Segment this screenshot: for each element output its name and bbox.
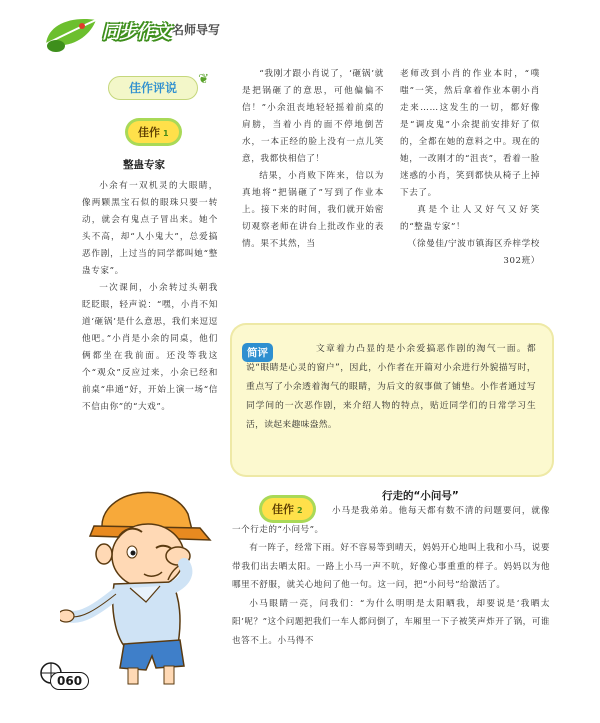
paragraph: 一次课间，小余转过头朝我眨眨眼，轻声说：“嘿，小肖不知道‘砸锅’是什么意思，我们来逗逗他吧。”小肖是小余的同桌，他们俩都坐在我前面。还没等我这个“观众”反应过来，小余已经和前桌“串通”好，开始上演一场“信不信由你”的“大戏”。 — [82, 283, 218, 412]
section-badge-label: 佳作评说 — [128, 81, 177, 95]
essay1-column-1 — [82, 178, 218, 416]
essay2-body — [232, 502, 550, 650]
essay2-title: 行走的“小问号” — [382, 490, 459, 502]
paragraph: 老师改到小肖的作业本时，“噗嗤”一笑，然后拿着作业本朝小肖走来……这发生的一切，都好像是“调皮鬼”小余提前安排好了似的，全都在她的意料之中。现在的她，一改刚才的“沮丧”，看着一脸迷惑的小肖，笑到都快从椅子上掉下去了。 — [400, 69, 540, 198]
essay2-badge-num: 2 — [297, 506, 303, 515]
comment-text: 文章着力凸显的是小余爱搞恶作剧的淘气一面。都说“眼睛是心灵的窗户”，因此，小作者在开篇对小余进行外貌描写时，重点写了小余透着淘气的眼睛，为后文的叙事做了铺垫。小作者通过写同学间的一次恶作剧，来介绍人物的特点，贴近同学们的日常学习生活，读起来趣味盎然。 — [246, 344, 536, 430]
paragraph: 小马眼睛一亮，问我们：“为什么明明是太阳晒我，却要说是‘我晒太阳’呢？”这个问题把我们一车人都问倒了，车厢里一下子被笑声炸开了锅，可谁也答不上。小马得不 — [232, 598, 550, 646]
essay1-title: 整蛊专家 — [123, 159, 165, 171]
essay1-badge-num: 1 — [163, 129, 169, 138]
essay1-column-2 — [242, 66, 384, 253]
comment-badge: 简评 — [242, 343, 273, 362]
boy-illustration — [60, 470, 230, 690]
paragraph: 小余有一双机灵的大眼睛，像两颗黑宝石似的眼珠只要一转动，就会有鬼点子冒出来。她个头不高，却“人小鬼大”，总爱搞恶作剧，上过当的同学都叫她“整蛊专家”。 — [82, 181, 218, 276]
leaf-logo-icon — [42, 14, 100, 54]
paragraph: 真是个让人又好气又好笑的“整蛊专家”！ — [400, 205, 540, 232]
essay1-badge — [128, 121, 179, 143]
logo-text: 同步作文 — [102, 22, 170, 43]
paragraph: 结果，小肖败下阵来，信以为真地将“把锅砸了”写到了作业本上。接下来的时间，我们就开始密切观察老师在讲台上批改作业的表情。果不其然，当 — [242, 171, 384, 249]
paragraph: 有一阵子，经常下雨。好不容易等到晴天，妈妈开心地叫上我和小马，说要带我们出去晒太阳。一路上小马一声不吭，好像心事重重的样子。妈妈以为他哪里不舒服，就关心地问了他一句。这一问，把“小问号”给激活了。 — [232, 543, 550, 590]
header-subtitle: 名师导写 — [172, 23, 221, 37]
paragraph: “我刚才跟小肖说了，‘砸锅’就是把锅砸了的意思，可他偏偏不信！”小余沮丧地轻轻摇着前桌的肩膀，当着小肖的面不停地倒苦水，一本正经的脸上没有一点儿笑意，我都快相信了！ — [242, 69, 384, 164]
leaf-icon: ❦ — [198, 72, 209, 87]
section-badge — [108, 72, 209, 100]
essay2-badge-label: 佳作 — [272, 503, 294, 516]
page-number: 060 — [50, 672, 89, 690]
essay1-author: （徐曼佳/宁波市镇海区乔梓学校302班） — [407, 239, 540, 266]
essay1-column-3 — [400, 66, 540, 270]
essay1-badge-label: 佳作 — [138, 126, 160, 139]
paragraph: 小马是我弟弟。他每天都有数不清的问题要问，就像一个行走的“小问号”。 — [232, 506, 550, 535]
